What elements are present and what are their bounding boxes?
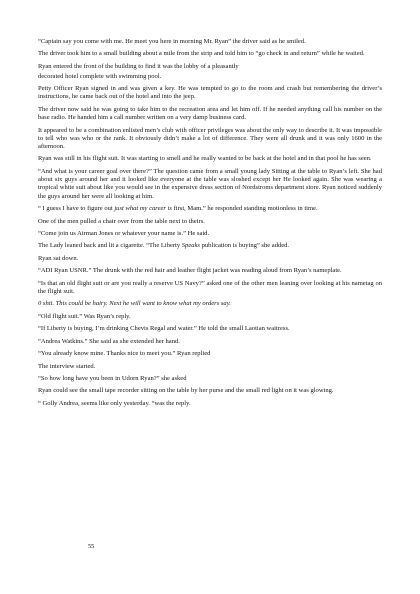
paragraph — [38, 218, 382, 226]
text-run: The driver now said he was going to take him to the recreation area and let him off. If he needed anything call his number on the base radio. He handed him a call number written on a very damp business card. — [38, 105, 382, 122]
paragraph — [38, 338, 382, 346]
text-run: It appeared to be a combination enlisted men’s club with officer privileges was about the only way to describe it. It was impossible to tell who was who or the rank. It obviously didn’t make a lot of difference. They were all drunk and it was only 1600 in the afternoon. — [38, 126, 382, 151]
text-run: first, Mam.” he responded standing motionless in time. — [171, 205, 318, 213]
paragraph — [38, 168, 382, 201]
text-run: “ I guess I have to figure out — [38, 205, 115, 213]
paragraph — [38, 106, 382, 123]
text-run: “ADI Ryan USNR.” The drunk with the red hair and leather flight jacket was reading aloud from Ryan’s nameplate. — [38, 267, 342, 275]
paragraph — [38, 205, 382, 213]
italic-text-run: Speaks — [181, 242, 200, 250]
text-run: Ryan was still in his flight suit. It was starting to smell and he really wanted to be back at the hotel and in that pool he has seen. — [38, 155, 372, 163]
paragraph — [38, 280, 382, 297]
text-run: “Captain say you come with me. He meet you here in morning Mr. Ryan” the driver said as he smiled. — [38, 38, 306, 45]
paragraph — [38, 387, 382, 395]
paragraph — [38, 375, 382, 383]
text-run: The interview started. — [38, 362, 96, 370]
paragraph — [38, 242, 382, 250]
text-run: “And what is your career goal over there?” The question came from a small young lady Sitting at the table to Ryan’s left. She had about six guys around her and it looked like everyone at the table was sloshed except her He looked again. She was wearing a tropical white suit about like you would see in the expensive dress section of Nordstroms department store. Ryan noticed suddenly the guys around her were all looking at him. — [38, 167, 382, 200]
text-run: “Old flight suit.” Was Ryan’s reply. — [38, 312, 131, 320]
paragraph — [38, 255, 382, 263]
body-text — [38, 38, 382, 412]
paragraph — [38, 73, 382, 81]
paragraph — [38, 127, 382, 152]
text-run: Ryan sat down. — [38, 254, 79, 262]
paragraph — [38, 325, 382, 333]
text-run: “ Golly Andrea, seems like only yesterday. “was the reply. — [38, 399, 191, 407]
text-run: Ryan entered the front of the building to find it was the lobby of a pleasantly — [38, 62, 239, 70]
text-run: decorated hotel complete with swimming pool. — [38, 72, 162, 80]
text-run: “So how long have you been in Udorn Ryan?” she asked — [38, 375, 187, 383]
paragraph — [38, 313, 382, 321]
paragraph — [38, 267, 382, 275]
paragraph — [38, 50, 382, 58]
paragraph — [38, 230, 382, 238]
text-run: One of the men pulled a chair over from the table next to theirs. — [38, 217, 205, 225]
paragraph — [38, 300, 382, 308]
text-run: “Is that an old flight suit or are you really a reserve US Navy?” asked one of the other men leaning over looking at his nametag on the flight suit. — [38, 279, 382, 295]
text-run: “Andrea Watkins.” She said as she extended her hand. — [38, 337, 180, 345]
text-run: “You already know mine. Thanks nice to meet you.” Ryan replied — [38, 350, 211, 358]
text-run: Petty Officer Ryan signed in and was given a key. He was tempted to go to the room and crash but remembering the driver’s instructions, he came back out of the hotel and into the jeep. — [38, 85, 382, 101]
text-run: The Lady leaned back and lit a cigarette. “The Liberty — [38, 242, 182, 250]
text-run: “Come join us Airman Jones or whatever your name is.” He said. — [38, 229, 210, 237]
paragraph — [38, 85, 382, 102]
text-run: “If Liberty is buying, I’m drinking Chevis Regal and water.” He told the small Laotian waitress. — [38, 325, 290, 333]
paragraph — [38, 38, 382, 46]
paragraph — [38, 400, 382, 408]
paragraph — [38, 155, 382, 163]
paragraph — [38, 363, 382, 371]
text-run: publication is buying” she added. — [199, 242, 290, 250]
page-number: 55 — [88, 543, 95, 550]
paragraph — [38, 350, 382, 358]
italic-text-run: just what my career is — [114, 205, 172, 213]
paragraph — [38, 63, 382, 71]
text-run: Ryan could see the small tape recorder sitting on the table by her purse and the small red light on it was glowing. — [38, 387, 334, 395]
text-run: The driver took him to a small building about a mile from the strip and told him to “go check in and return” while he waited. — [38, 50, 365, 58]
italic-text-run: 0 shit. This could be hairy. Next he will want to know what my orders say. — [38, 300, 231, 308]
